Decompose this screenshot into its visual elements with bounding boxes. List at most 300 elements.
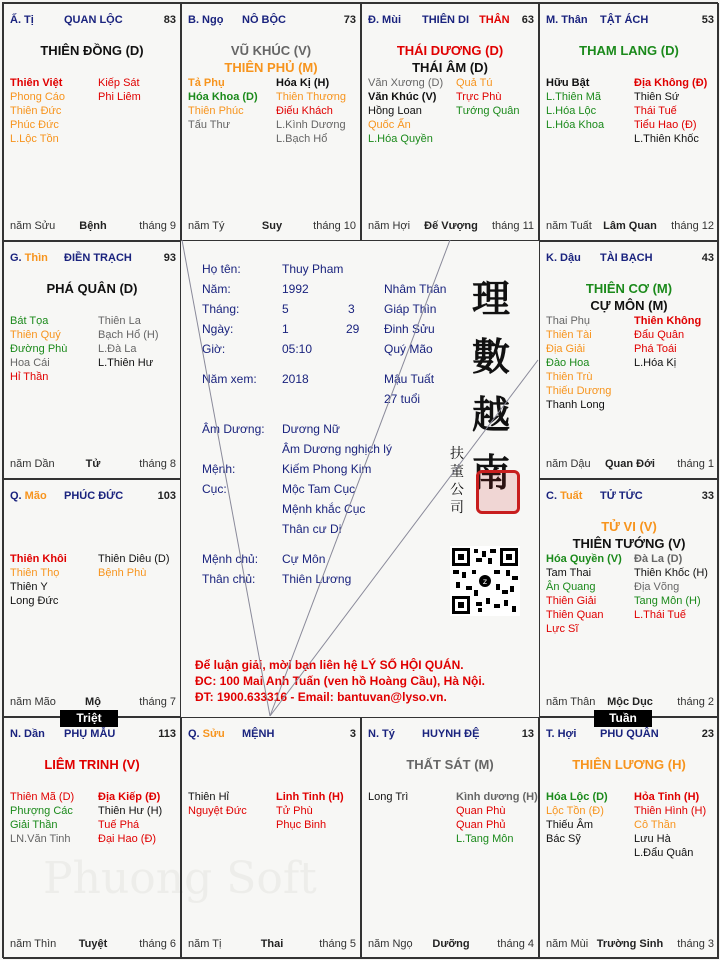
minor-star: Phong Cáo <box>10 91 66 103</box>
palace-header <box>546 252 714 266</box>
month-label: tháng 9 <box>139 220 176 232</box>
minor-star: Thiên Hỉ <box>188 791 229 803</box>
stage-label: Đế Vượng <box>424 220 478 232</box>
minor-star: Bác Sỹ <box>546 833 581 845</box>
palace-header <box>188 728 356 742</box>
main-star: THAM LANG (D) <box>579 43 679 58</box>
stage-label: Suy <box>261 220 283 232</box>
minor-star: Hóa Kị (H) <box>276 77 330 89</box>
minor-stars-left <box>368 790 408 804</box>
main-star: THIÊN CƠ (M) <box>585 281 673 296</box>
month-label: tháng 1 <box>677 458 714 470</box>
palace-header <box>546 728 714 742</box>
minor-stars-right <box>98 76 141 104</box>
main-stars <box>540 280 718 314</box>
minor-star: Trực Phù <box>456 91 502 103</box>
branch-label: N. Dần <box>10 728 45 740</box>
minor-star: Thiên Giải <box>546 595 597 607</box>
amduong-value: Dương Nữ <box>282 422 340 436</box>
minor-star: Quốc Ấn <box>368 119 411 131</box>
palace-number: 83 <box>163 14 176 26</box>
stage-label: Thai <box>260 938 284 950</box>
minor-star: Nguyệt Đức <box>188 805 247 817</box>
watermark-text: Phuong Soft <box>43 853 317 904</box>
palace-number: 43 <box>701 252 714 264</box>
minor-stars-left <box>10 790 74 846</box>
branch-element: Sửu <box>202 728 225 740</box>
minor-star: Thiên Khốc (H) <box>634 567 708 579</box>
minor-star: Tam Thai <box>546 567 592 579</box>
minor-stars-left <box>10 76 65 146</box>
palace-footer <box>10 938 176 952</box>
palace-hoi[interactable] <box>539 717 719 959</box>
minor-star: Thiên Quan <box>546 609 604 621</box>
minor-stars-right <box>634 790 706 860</box>
minor-star: LN.Văn Tinh <box>10 833 71 845</box>
minor-stars-left <box>546 790 608 846</box>
palace-name: PHỤ MẪU <box>64 728 116 740</box>
view-year-can: Mậu Tuất <box>384 372 435 386</box>
palace-ty[interactable] <box>3 3 181 241</box>
year-label: năm Tị <box>188 938 222 950</box>
thanchu-label: Thân chủ: <box>202 572 256 586</box>
palace-header <box>10 490 176 504</box>
main-star: VŨ KHÚC (V) <box>230 43 312 58</box>
minor-star: Hóa Khoa (D) <box>188 91 258 103</box>
amduong-note: Âm Dương nghịch lý <box>282 442 392 456</box>
palace-header <box>546 490 714 504</box>
minor-stars-left <box>188 76 258 132</box>
palace-footer <box>188 938 356 952</box>
palace-name: HUYNH ĐỆ <box>422 728 480 740</box>
minor-star: Địa Không (Đ) <box>634 77 708 89</box>
palace-number: 3 <box>349 728 356 740</box>
palace-name: QUAN LỘC <box>64 14 123 26</box>
palace-name: MỆNH <box>242 728 275 740</box>
minor-star: Thiên Phúc <box>188 105 244 117</box>
minor-star: L.Kình Dương <box>276 119 346 131</box>
minor-star: L.Hóa Khoa <box>546 119 605 131</box>
hour-value: 05:10 <box>282 342 313 356</box>
branch-label: K. Dậu <box>546 252 581 264</box>
palace-footer <box>10 458 176 472</box>
name-label: Họ tên: <box>202 262 241 276</box>
minor-star: L.Bạch Hổ <box>276 133 328 145</box>
minor-star: Tang Môn (H) <box>634 595 701 607</box>
palace-number: 73 <box>343 14 356 26</box>
month-value: 5 <box>282 302 289 316</box>
palace-number: 33 <box>701 490 714 502</box>
minor-stars-left <box>10 314 67 384</box>
month-label: tháng 12 <box>671 220 714 232</box>
branch-label: Q. Sửu <box>188 728 225 740</box>
minor-star: Quan Phủ <box>456 819 506 831</box>
month-label: tháng 4 <box>497 938 534 950</box>
minor-star: Thanh Long <box>546 399 605 411</box>
palace-footer <box>368 938 534 952</box>
minor-star: Văn Xương (D) <box>368 77 444 89</box>
year-label: năm Sửu <box>10 220 56 232</box>
cuc-note: Mệnh khắc Cục <box>282 502 366 516</box>
minor-star: Lực Sĩ <box>546 623 579 635</box>
contact-note: Để luận giải, mời bạn liên hệ LÝ SỐ HỘI QUÁN. <box>195 658 464 672</box>
main-star: THIÊN ĐỒNG (D) <box>40 43 144 58</box>
palace-header <box>368 728 534 742</box>
minor-stars-right <box>634 314 701 370</box>
calligraphy-logo: 理 數 越 南 <box>471 276 510 495</box>
hour-label: Giờ: <box>202 342 226 356</box>
palace-name: TÀI BẠCH <box>600 252 653 264</box>
address-note: ĐC: 100 Mai Anh Tuấn (ven hồ Hoàng Cầu), Hà Nội. <box>195 674 486 688</box>
minor-star: Phục Binh <box>276 819 327 831</box>
menh-value: Kiếm Phong Kim <box>282 462 372 476</box>
year-label: năm Dậu <box>546 458 591 470</box>
minor-star: Thiên Không <box>634 315 702 327</box>
main-stars <box>540 756 718 773</box>
minor-stars-right <box>456 790 538 846</box>
branch-label: G. Thìn <box>10 252 48 264</box>
branch-label: T. Hợi <box>546 728 577 740</box>
minor-star: Thiên Hư (H) <box>98 805 163 817</box>
minor-star: Thai Phụ <box>546 315 591 327</box>
palace-header <box>368 14 534 28</box>
minor-star: Lộc Tồn (Đ) <box>546 805 604 817</box>
minor-star: Kiếp Sát <box>98 77 140 89</box>
palace-footer <box>546 938 714 952</box>
day-lunar: 29 <box>346 322 360 336</box>
palace-thin[interactable] <box>3 241 181 479</box>
cuc-value: Mộc Tam Cục <box>282 482 356 496</box>
minor-star: Lưu Hà <box>634 833 671 845</box>
month-label: tháng 2 <box>677 696 714 708</box>
stage-label: Tuyệt <box>78 938 108 950</box>
year-can: Nhâm Thân <box>384 282 447 296</box>
minor-star: Đà La (D) <box>634 553 683 565</box>
main-star: THÁI DƯƠNG (D) <box>396 43 504 58</box>
triet-tag: Triệt <box>60 710 118 727</box>
than-cu: Thân cư Di <box>282 522 342 536</box>
cuc-label: Cục: <box>202 482 227 496</box>
svg-text:z: z <box>482 577 488 586</box>
day-value: 1 <box>282 322 289 336</box>
minor-star: Thiên Thương <box>276 91 347 103</box>
minor-star: Tả Phụ <box>188 77 225 89</box>
palace-header <box>10 252 176 266</box>
year-label: năm Thân <box>546 696 596 708</box>
minor-star: L.Tang Môn <box>456 833 514 845</box>
palace-header <box>10 14 176 28</box>
minor-star: Thiên La <box>98 315 141 327</box>
stage-label: Quan Đới <box>605 458 655 470</box>
minor-star: L.Hóa Quyền <box>368 133 433 145</box>
minor-star: Phúc Đức <box>10 119 59 131</box>
minor-star: L.Thiên Mã <box>546 91 602 103</box>
branch-label: C. Tuất <box>546 490 583 502</box>
stage-label: Lâm Quan <box>603 220 657 232</box>
month-lunar: 3 <box>348 302 355 316</box>
palace-footer <box>10 696 176 710</box>
main-star: THẤT SÁT (M) <box>406 757 494 772</box>
minor-star: Tiểu Hao (Đ) <box>634 119 697 131</box>
minor-star: Bệnh Phù <box>98 567 147 579</box>
minor-stars-right <box>98 790 162 846</box>
minor-star: Quan Phù <box>456 805 506 817</box>
main-star: PHÁ QUÂN (D) <box>46 281 138 296</box>
branch-label: B. Ngọ <box>188 14 224 26</box>
minor-star: Ân Quang <box>546 581 596 593</box>
palace-than[interactable] <box>539 3 719 241</box>
minor-star: Địa Kiếp (Đ) <box>98 791 161 803</box>
minor-star: Hỉ Thần <box>10 371 49 383</box>
main-stars <box>182 42 360 76</box>
month-label: tháng 7 <box>139 696 176 708</box>
month-label: tháng 6 <box>139 938 176 950</box>
branch-label: Ấ. Tị <box>10 14 34 26</box>
minor-star: Đẩu Quân <box>634 329 685 341</box>
palace-ty2[interactable] <box>361 717 539 959</box>
minor-star: L.Đẩu Quân <box>634 847 694 859</box>
month-label: tháng 10 <box>313 220 356 232</box>
minor-star: Địa Võng <box>634 581 680 593</box>
branch-label: M. Thân <box>546 14 588 26</box>
minor-star: Hoa Cái <box>10 357 50 369</box>
minor-star: L.Thái Tuế <box>634 609 686 621</box>
minor-stars-right <box>98 314 159 370</box>
minor-star: Long Đức <box>10 595 59 607</box>
minor-star: Thiếu Dương <box>546 385 612 397</box>
year-label: năm Mùi <box>546 938 589 950</box>
year-label: năm Mão <box>10 696 56 708</box>
month-label: tháng 11 <box>491 220 534 232</box>
minor-star: L.Lộc Tồn <box>10 133 59 145</box>
minor-star: Văn Khúc (V) <box>368 91 437 103</box>
minor-star: Tử Phù <box>276 805 313 817</box>
minor-star: Hồng Loan <box>368 105 422 117</box>
minor-stars-left <box>368 76 443 146</box>
main-stars <box>4 42 180 59</box>
main-stars <box>540 42 718 59</box>
stage-label: Trường Sinh <box>596 938 664 950</box>
minor-star: Thiên Trù <box>546 371 593 383</box>
than-marker: THÂN <box>479 14 510 26</box>
palace-header <box>546 14 714 28</box>
month-label: tháng 8 <box>139 458 176 470</box>
minor-star: Thái Tuế <box>634 105 677 117</box>
minor-stars-right <box>634 552 708 622</box>
minor-star: Kình dương (H) <box>456 791 538 803</box>
minor-star: Giải Thần <box>10 819 58 831</box>
stage-label: Bệnh <box>79 220 107 232</box>
main-stars <box>362 42 538 76</box>
minor-star: Hữu Bật <box>546 77 590 89</box>
qr-code-icon[interactable] <box>450 546 520 616</box>
minor-stars-right <box>456 76 520 118</box>
minor-star: Phượng Các <box>10 805 73 817</box>
palace-name: THIÊN DI THÂN <box>422 14 510 26</box>
palace-footer <box>368 220 534 234</box>
stage-label: Mộ <box>85 696 101 708</box>
minor-star: Thiên Hình (H) <box>634 805 707 817</box>
main-star: THIÊN TƯỚNG (V) <box>572 536 686 551</box>
year-value: 1992 <box>282 282 309 296</box>
palace-mao[interactable] <box>3 479 181 717</box>
hour-can: Quý Mão <box>384 342 433 356</box>
minor-star: L.Thiên Hư <box>98 357 154 369</box>
minor-star: L.Hóa Lộc <box>546 105 597 117</box>
main-stars <box>4 280 180 297</box>
minor-star: Bát Tọa <box>10 315 49 327</box>
main-stars <box>4 756 180 773</box>
minor-star: Quả Tú <box>456 77 493 89</box>
palace-suu[interactable] <box>181 717 361 959</box>
center-info-panel <box>180 240 536 716</box>
main-star: THIÊN PHỦ (M) <box>224 60 318 75</box>
month-can: Giáp Thìn <box>384 302 437 316</box>
minor-star: Phá Toái <box>634 343 677 355</box>
palace-footer <box>546 696 714 710</box>
palace-number: 113 <box>158 728 176 740</box>
palace-footer <box>10 220 176 234</box>
palace-ngo[interactable] <box>181 3 361 241</box>
palace-name: PHÚC ĐỨC <box>64 490 124 502</box>
minor-star: Phi Liêm <box>98 91 141 103</box>
minor-star: Thiên Mã (D) <box>10 791 75 803</box>
year-label: Năm: <box>202 282 231 296</box>
day-can: Đinh Sửu <box>384 322 435 336</box>
minor-star: Điếu Khách <box>276 105 333 117</box>
minor-star: Hỏa Tinh (H) <box>634 791 700 803</box>
branch-label: Đ. Mùi <box>368 14 401 26</box>
view-year-label: Năm xem: <box>202 372 257 386</box>
minor-star: Hóa Quyền (V) <box>546 553 622 565</box>
palace-name: TỬ TỨC <box>600 490 643 502</box>
minor-star: L.Hóa Kị <box>634 357 677 369</box>
year-label: năm Thìn <box>10 938 57 950</box>
stage-label: Mộc Dục <box>607 696 653 708</box>
tuan-tag: Tuần <box>594 710 652 727</box>
thanchu-value: Thiên Lương <box>282 572 352 586</box>
palace-footer <box>546 458 714 472</box>
minor-star: Linh Tinh (H) <box>276 791 344 803</box>
branch-element: Tuất <box>560 490 583 502</box>
minor-star: Cô Thần <box>634 819 676 831</box>
minor-star: L.Đà La <box>98 343 137 355</box>
palace-number: 93 <box>163 252 176 264</box>
month-label: tháng 3 <box>677 938 714 950</box>
branch-label: Q. Mão <box>10 490 47 502</box>
branch-label: N. Tý <box>368 728 395 740</box>
minor-star: Đường Phù <box>10 343 68 355</box>
minor-star: Tuế Phá <box>98 819 140 831</box>
view-year-value: 2018 <box>282 372 309 386</box>
main-star: THIÊN LƯƠNG (H) <box>572 757 686 772</box>
minor-stars-left <box>546 76 604 132</box>
palace-number: 63 <box>521 14 534 26</box>
year-label: năm Tý <box>188 220 225 232</box>
minor-star: Bạch Hổ (H) <box>98 329 159 341</box>
minor-stars-right <box>276 76 346 146</box>
palace-number: 13 <box>521 728 534 740</box>
palace-footer <box>546 220 714 234</box>
palace-name: TẬT ÁCH <box>600 14 649 26</box>
palace-number: 103 <box>157 490 176 502</box>
minor-stars-left <box>546 552 622 636</box>
stage-label: Tử <box>85 458 101 470</box>
phone-email-note[interactable]: ĐT: 1900.633316 - Email: bantuvan@lyso.vn. <box>195 690 447 704</box>
day-label: Ngày: <box>202 322 234 336</box>
seal-text: 扶 董 公 司 <box>450 446 464 516</box>
palace-header <box>188 14 356 28</box>
main-star: LIÊM TRINH (V) <box>44 757 140 772</box>
minor-star: Thiên Khôi <box>10 553 67 565</box>
branch-element: Mão <box>24 490 47 502</box>
year-label: năm Ngọ <box>368 938 413 950</box>
minor-stars-right <box>634 76 707 146</box>
palace-number: 23 <box>701 728 714 740</box>
red-seal-stamp <box>476 470 520 514</box>
stage-label: Dưỡng <box>432 938 470 950</box>
palace-footer <box>188 220 356 234</box>
minor-star: Thiên Thọ <box>10 567 60 579</box>
minor-stars-left <box>10 552 67 608</box>
minor-star: Địa Giải <box>546 343 586 355</box>
palace-name: ĐIỀN TRẠCH <box>64 252 132 264</box>
minor-star: Đào Hoa <box>546 357 590 369</box>
palace-dau[interactable] <box>539 241 719 479</box>
minor-star: Thiên Quý <box>10 329 61 341</box>
minor-stars-right <box>276 790 344 832</box>
palace-dan[interactable] <box>3 717 181 959</box>
menhchu-value: Cự Môn <box>282 552 326 566</box>
minor-star: Tướng Quân <box>456 105 520 117</box>
palace-header <box>10 728 176 742</box>
minor-star: Tấu Thư <box>188 119 231 131</box>
minor-star: Thiên Y <box>10 581 48 593</box>
branch-element: Thìn <box>24 252 48 264</box>
minor-stars-right <box>98 552 170 580</box>
main-stars <box>540 518 718 552</box>
minor-star: L.Thiên Khốc <box>634 133 699 145</box>
minor-stars-left <box>188 790 247 818</box>
minor-star: Thiên Diêu (D) <box>98 553 170 565</box>
minor-star: Thiên Tài <box>546 329 592 341</box>
palace-number: 53 <box>701 14 714 26</box>
year-label: năm Tuất <box>546 220 592 232</box>
palace-mui[interactable] <box>361 3 539 241</box>
minor-star: Thiên Sứ <box>634 91 680 103</box>
menhchu-label: Mệnh chủ: <box>202 552 259 566</box>
age-value: 27 tuổi <box>384 392 421 406</box>
palace-name: PHU QUÂN <box>600 728 659 740</box>
palace-tuat[interactable] <box>539 479 719 717</box>
minor-star: Đại Hao (Đ) <box>98 833 157 845</box>
month-label: tháng 5 <box>319 938 356 950</box>
main-star: THÁI ÂM (D) <box>412 60 488 75</box>
month-label: Tháng: <box>202 302 240 316</box>
name-value: Thuy Pham <box>282 262 344 276</box>
main-stars <box>362 756 538 773</box>
minor-star: Thiên Đức <box>10 105 62 117</box>
minor-star: Thiên Việt <box>10 77 63 89</box>
minor-stars-left <box>546 314 611 412</box>
minor-star: Long Trì <box>368 791 409 803</box>
main-star: TỬ VI (V) <box>601 519 657 534</box>
year-label: năm Hợi <box>368 220 411 232</box>
menh-label: Mệnh: <box>202 462 236 476</box>
minor-star: Thiếu Âm <box>546 819 594 831</box>
minor-star: Hóa Lộc (D) <box>546 791 608 803</box>
main-star: CỰ MÔN (M) <box>590 298 668 313</box>
